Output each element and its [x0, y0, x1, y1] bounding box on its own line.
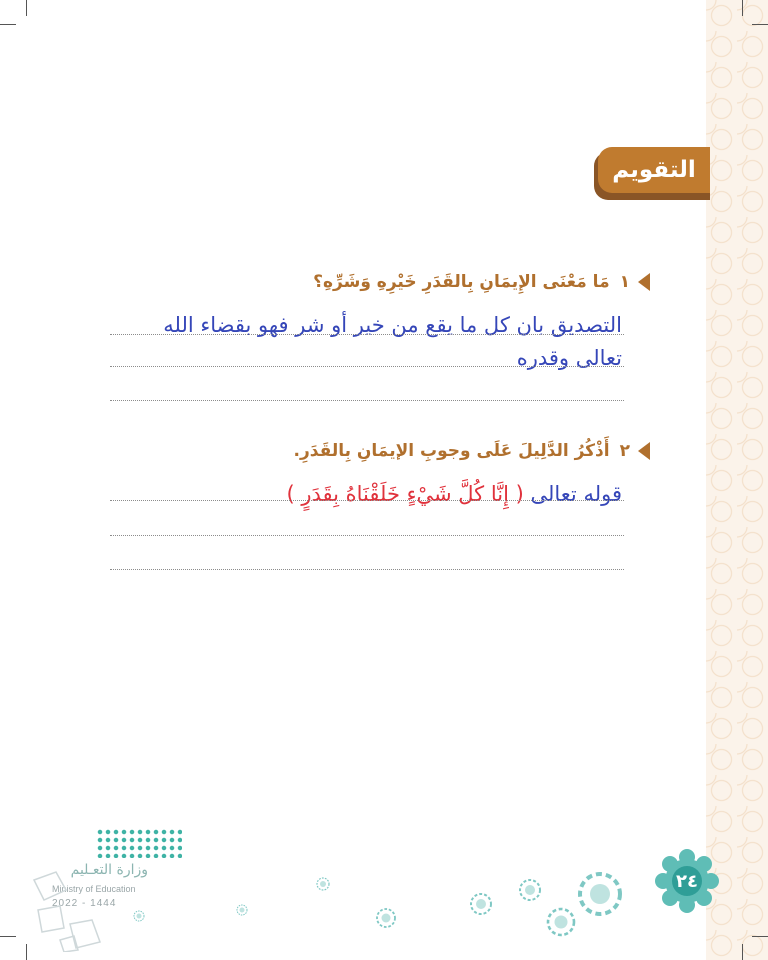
- decorative-border-strip: [706, 0, 768, 960]
- section-title: التقويم: [612, 157, 696, 183]
- rosette-icon: [548, 909, 574, 935]
- question-1: [313, 272, 650, 292]
- ministry-name-english: Ministry of Education: [52, 884, 136, 894]
- rosette-icon: [471, 894, 491, 914]
- answer-1-line-2: تعالى وقدره: [516, 346, 622, 370]
- ministry-name-arabic: وزارة التعـليم: [70, 862, 148, 878]
- crop-mark-top-right-v: [742, 0, 743, 16]
- question-number: ٢: [619, 441, 630, 461]
- answer-line: [110, 569, 624, 570]
- page-number: ٢٤: [676, 870, 698, 892]
- section-tab: [598, 147, 710, 193]
- answer-1-line-1: التصديق بان كل ما يقع من خير أو شر فهو بقضاء الله: [163, 313, 622, 337]
- rosette-icon: [377, 909, 395, 927]
- answer-2-prefix: قوله تعالى: [530, 482, 622, 506]
- crop-mark-top-left-v: [26, 0, 27, 16]
- decorative-rosettes: [0, 860, 706, 940]
- crop-mark-top-right: [752, 24, 768, 25]
- quran-verse: ( إِنَّا كُلَّ شَيْءٍ خَلَقْنَاهُ بِقَدَرٍ ): [286, 482, 524, 506]
- vision-dots-logo-icon: [96, 828, 182, 858]
- answer-line: [110, 535, 624, 536]
- rosette-icon: [237, 905, 247, 915]
- rosette-icon: [134, 911, 144, 921]
- question-number: ١: [619, 272, 630, 292]
- question-2: [294, 441, 650, 461]
- edition-year: 2022 - 1444: [52, 898, 117, 909]
- rosette-icon: [580, 874, 620, 914]
- triangle-marker-icon: [638, 273, 650, 291]
- rosette-icon: [520, 880, 540, 900]
- answer-2: [286, 482, 622, 506]
- crop-mark-bottom-right-v: [742, 944, 743, 960]
- crop-mark-top-left: [0, 24, 16, 25]
- crop-mark-bottom-left-v: [26, 944, 27, 960]
- triangle-marker-icon: [638, 442, 650, 460]
- crop-mark-bottom-right: [752, 936, 768, 937]
- answer-line: [110, 500, 624, 501]
- question-text: أَذْكُرُ الدَّلِيلَ عَلَى وجوبِ الإيمَانِ بِالقَدَرِ.: [293, 441, 610, 461]
- answer-line: [110, 334, 624, 335]
- question-text: مَا مَعْنَى الإِيمَانِ بِالقَدَرِ خَيْرِهِ وَشَرِّهِ؟: [313, 272, 610, 292]
- rosette-icon: [317, 878, 329, 890]
- answer-line: [110, 366, 624, 367]
- answer-line: [110, 400, 624, 401]
